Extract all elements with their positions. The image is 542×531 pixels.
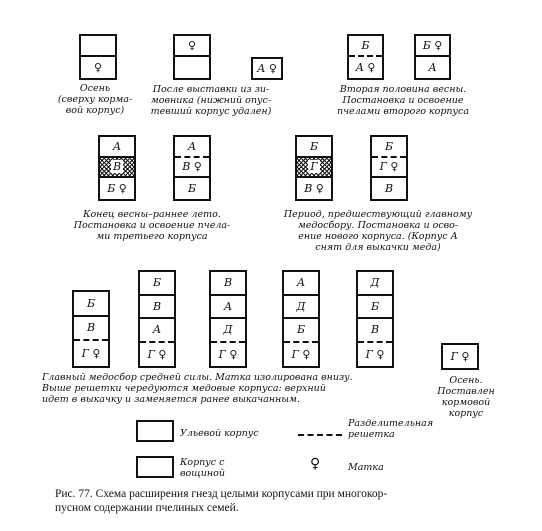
hive-stack-early-summer-a	[98, 135, 136, 201]
hive-stack-spring-2b	[414, 34, 451, 80]
hive-body-cell	[175, 158, 209, 179]
legend-queen-label: Матка	[348, 462, 384, 473]
hive-body-label: А	[296, 276, 306, 290]
hive-body-label: Б	[296, 323, 306, 337]
hive-body-label: Г ♀	[379, 160, 399, 174]
hive-body-label: В	[370, 323, 380, 337]
hive-body-cell	[372, 137, 406, 158]
hive-body-cell	[416, 36, 449, 57]
hive-body-cell	[358, 319, 392, 343]
legend-separator-label: Разделительная решетка	[348, 418, 434, 440]
hive-body-label: В	[112, 160, 122, 174]
hive-body-label: Г ♀	[81, 347, 101, 361]
hive-body-label: В ♀	[182, 160, 202, 174]
hive-body-label: Г	[310, 160, 318, 174]
hive-stack-autumn-final	[441, 343, 479, 370]
hive-stack-autumn	[79, 34, 117, 80]
hive-body-cell	[358, 272, 392, 296]
hive-body-cell	[175, 36, 209, 57]
hive-body-label: Б ♀	[107, 182, 127, 196]
hive-body-cell	[358, 296, 392, 320]
hive-body-label: ♀	[187, 39, 197, 52]
hive-body-label: В	[86, 321, 96, 335]
caption-autumn: Осень (сверху корма- вой корпус)	[57, 83, 133, 116]
hive-body-label: А	[428, 61, 437, 74]
caption-pre-main-flow: Период, предшествующий главному медосбору. Постановка и осво- ение нового корпуса. (Корпус А снят для выкачки меда)	[283, 209, 473, 253]
hive-body-cell	[284, 343, 318, 367]
hive-body-label: Д	[370, 276, 380, 290]
hive-body-cell	[372, 178, 406, 199]
hive-body-label: Д	[296, 299, 306, 313]
hive-body-label: Г ♀	[147, 347, 167, 361]
hive-body-cell	[74, 341, 108, 366]
hive-body-cell	[74, 317, 108, 342]
legend-brood-body-label: Корпус с вощиной	[180, 457, 225, 479]
hive-body-label: Б	[384, 139, 394, 153]
hive-body-cell	[211, 319, 245, 343]
hive-body-label: Г ♀	[291, 347, 311, 361]
hive-body-label: В	[152, 299, 162, 313]
hive-stack-spring-2a	[347, 34, 384, 80]
hive-body-cell	[100, 178, 134, 199]
hive-body-cell	[284, 296, 318, 320]
hive-body-cell	[211, 296, 245, 320]
hive-body-cell	[211, 272, 245, 296]
hive-body-cell	[349, 57, 382, 78]
caption-after-winter: После выставки из зи- мовника (нижний опус- тевший корпус удален)	[150, 84, 272, 117]
hive-body-cell	[81, 57, 115, 78]
hive-body-label: В	[223, 276, 233, 290]
hive-body-label: А	[223, 299, 233, 313]
hive-stack-after-winter	[173, 34, 211, 80]
hive-body-cell	[175, 57, 209, 78]
hive-stack-pre-flow-a	[295, 135, 333, 201]
hive-stack-main-flow-1	[72, 290, 110, 368]
hive-body-label: Б	[152, 276, 162, 290]
hive-body-label: Г ♀	[218, 347, 238, 361]
legend-brood-body-swatch	[136, 456, 174, 478]
hive-stack-main-flow-3	[209, 270, 247, 368]
caption-early-summer: Конец весны–раннее лето. Постановка и освоение пчела- ми третьего корпуса	[73, 209, 231, 242]
hive-body-cell	[297, 137, 331, 158]
hive-stack-main-flow-4	[282, 270, 320, 368]
hive-body-cell	[140, 343, 174, 367]
hive-body-cell	[372, 158, 406, 179]
legend-hive-body-swatch	[136, 420, 174, 442]
hive-body-cell	[140, 319, 174, 343]
hive-body-label: Б	[187, 182, 197, 196]
caption-autumn-final: Осень. Поставлен кормовой корпус	[437, 375, 495, 419]
hive-body-cell	[443, 345, 477, 368]
legend-separator-swatch	[298, 434, 342, 436]
hive-body-label: В ♀	[304, 182, 324, 196]
hive-body-label: А ♀	[355, 61, 376, 74]
hive-body-label: Г ♀	[450, 350, 470, 363]
hive-body-cell	[100, 158, 134, 179]
caption-main-flow: Главный медосбор средней силы. Матка изолирована внизу. Выше решетки чередуются медовые корпуса: верхний идет в выкачку и заменяется ранее выкачанным.	[42, 372, 353, 405]
hive-body-cell	[74, 292, 108, 317]
hive-body-cell	[175, 137, 209, 158]
hive-body-label: Д	[223, 323, 233, 337]
hive-body-cell	[358, 343, 392, 367]
hive-body-cell	[81, 36, 115, 57]
hive-stack-small-aq	[251, 57, 283, 80]
hive-body-label: Б	[86, 296, 96, 310]
hive-body-label: Б	[309, 139, 319, 153]
hive-body-label: ♀	[93, 61, 103, 74]
hive-body-label: Б	[361, 39, 370, 52]
figure-caption: Рис. 77. Схема расширения гнезд целыми корпусами при многокор- пусном содержании пчелиных семей.	[55, 488, 388, 514]
legend-queen-symbol: ♀	[310, 456, 321, 472]
hive-body-cell	[416, 57, 449, 78]
hive-body-cell	[297, 178, 331, 199]
hive-body-label: А ♀	[257, 62, 277, 75]
hive-body-label: А	[152, 323, 162, 337]
caption-spring-second-half: Вторая половина весны. Постановка и освоение пчелами второго корпуса	[336, 84, 470, 117]
hive-body-label: Г ♀	[365, 347, 385, 361]
hive-body-cell	[175, 178, 209, 199]
hive-body-cell	[253, 59, 281, 78]
hive-stack-main-flow-5	[356, 270, 394, 368]
legend-hive-body-label: Ульевой корпус	[180, 428, 259, 439]
hive-body-label: Б	[370, 299, 380, 313]
hive-body-cell	[284, 319, 318, 343]
hive-body-cell	[297, 158, 331, 179]
hive-stack-main-flow-2	[138, 270, 176, 368]
hive-body-cell	[140, 272, 174, 296]
hive-stack-early-summer-b	[173, 135, 211, 201]
hive-body-cell	[140, 296, 174, 320]
hive-body-label: В	[384, 182, 394, 196]
hive-stack-pre-flow-b	[370, 135, 408, 201]
hive-body-cell	[349, 36, 382, 57]
hive-body-label: А	[112, 139, 122, 153]
hive-body-cell	[211, 343, 245, 367]
hive-body-cell	[100, 137, 134, 158]
hive-body-label: А	[187, 139, 197, 153]
hive-body-cell	[284, 272, 318, 296]
hive-body-label: Б ♀	[422, 39, 443, 52]
